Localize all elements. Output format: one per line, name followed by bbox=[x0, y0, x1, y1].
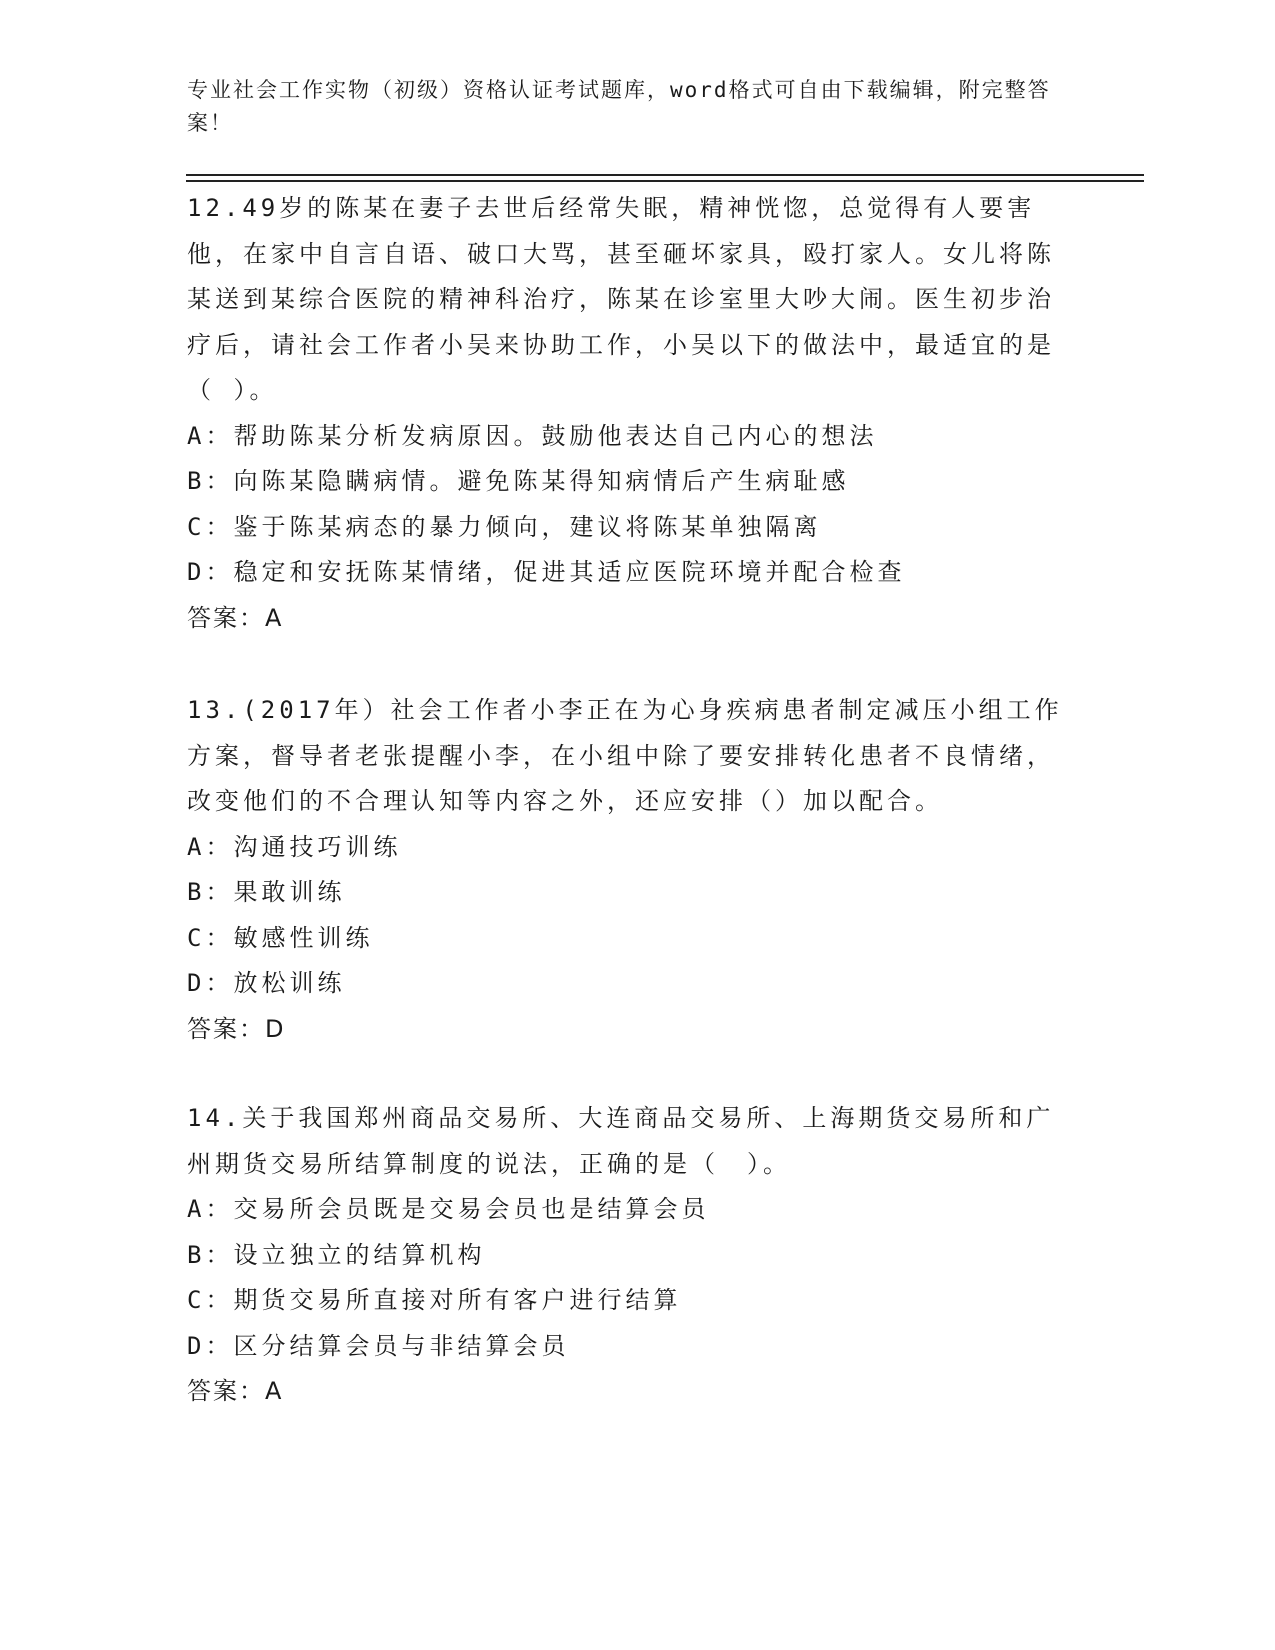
answer-label: 答案： bbox=[187, 1377, 265, 1405]
option-a: A：交易所会员既是交易会员也是结算会员 bbox=[187, 1195, 710, 1223]
answer-value: A bbox=[265, 603, 284, 632]
option-d: D：放松训练 bbox=[187, 969, 346, 997]
answer-value: D bbox=[265, 1014, 286, 1043]
document-header bbox=[187, 74, 1067, 140]
header-divider-top bbox=[186, 174, 1144, 176]
answer-value: A bbox=[265, 1377, 284, 1405]
header-divider-bottom bbox=[186, 180, 1144, 182]
option-a: A：沟通技巧训练 bbox=[187, 832, 402, 861]
option-d: D：区分结算会员与非结算会员 bbox=[187, 1331, 570, 1360]
option-c: C：期货交易所直接对所有客户进行结算 bbox=[187, 1286, 682, 1314]
answer-label: 答案： bbox=[187, 603, 265, 632]
question-13 bbox=[187, 688, 1077, 1052]
option-c: C：敏感性训练 bbox=[187, 923, 374, 952]
option-b: B：果敢训练 bbox=[187, 878, 346, 906]
answer-line bbox=[187, 596, 1077, 642]
question-stem: 12.49岁的陈某在妻子去世后经常失眠，精神恍惚，总觉得有人要害他，在家中自言自语、破口大骂，甚至砸坏家具，殴打家人。女儿将陈某送到某综合医院的精神科治疗，陈某在诊室里大吵大闹。医生初步治疗后，请社会工作者小吴来协助工作，小吴以下的做法中，最适宜的是（ ）。 bbox=[187, 194, 1055, 404]
option-b: B：向陈某隐瞒病情。避免陈某得知病情后产生病耻感 bbox=[187, 467, 850, 495]
question-14 bbox=[187, 1096, 1077, 1415]
answer-line bbox=[187, 1007, 1077, 1053]
question-stem: 14.关于我国郑州商品交易所、大连商品交易所、上海期货交易所和广州期货交易所结算制度的说法，正确的是（ ）。 bbox=[187, 1104, 1055, 1178]
answer-label: 答案： bbox=[187, 1014, 265, 1043]
option-c: C：鉴于陈某病态的暴力倾向，建议将陈某单独隔离 bbox=[187, 512, 822, 541]
answer-line bbox=[187, 1369, 1077, 1415]
header-text: 专业社会工作实物（初级）资格认证考试题库，word格式可自由下载编辑，附完整答案！ bbox=[187, 78, 1051, 135]
question-12 bbox=[187, 186, 1077, 641]
option-b: B：设立独立的结算机构 bbox=[187, 1240, 486, 1269]
option-d: D：稳定和安抚陈某情绪，促进其适应医院环境并配合检查 bbox=[187, 558, 906, 586]
question-stem: 13.(2017年）社会工作者小李正在为心身疾病患者制定减压小组工作方案，督导者老张提醒小李，在小组中除了要安排转化患者不良情绪，改变他们的不合理认知等内容之外，还应安排（）加以配合。 bbox=[187, 696, 1063, 815]
option-a: A：帮助陈某分析发病原因。鼓励他表达自己内心的想法 bbox=[187, 421, 878, 450]
